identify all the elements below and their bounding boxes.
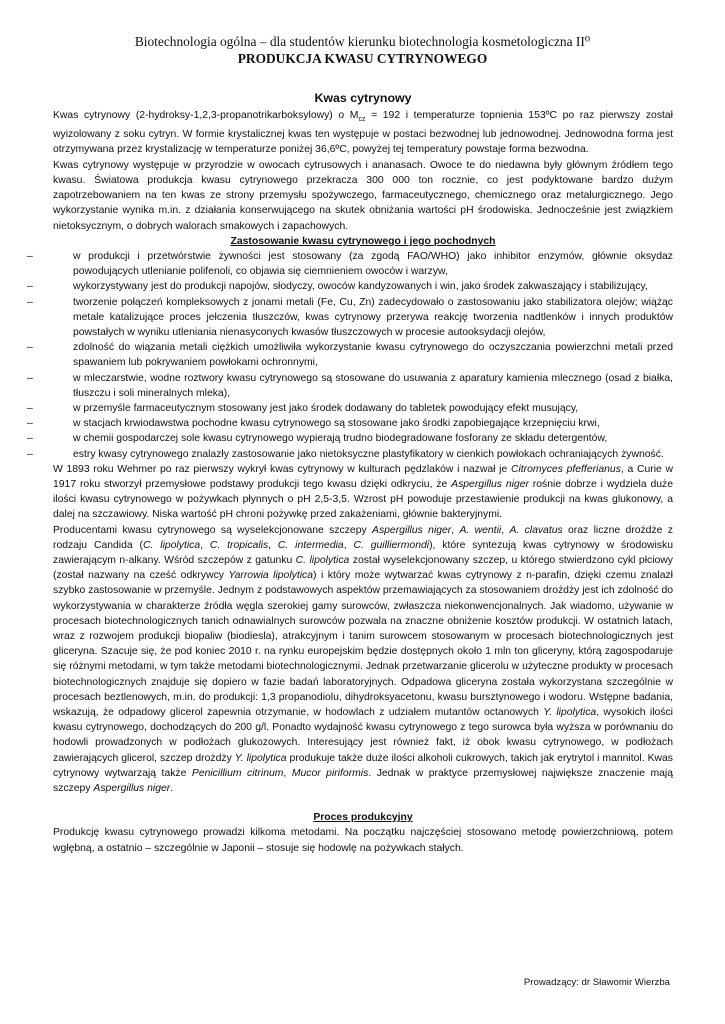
- document-header-topic: PRODUKCJA KWASU CYTRYNOWEGO: [237, 51, 488, 66]
- intro-paragraph-2: Kwas cytrynowy występuje w przyrodzie w owocach cytrusowych i ananasach. Owoce te do niedawna były głównym źródłem tego kwasu. Światowa produkcja kwasu cytrynowego przekracza 300 000 ton rocznie, co jest podyktowane bardzo dużym zapotrzebowaniem na ten kwas ze strony przemysłu spożywczego, farmaceutycznego, chemicznego oraz metalurgicznego. Jego wykorzystanie wynika m.in. z działania konserwującego na skutek obniżania wartości pH środowiska. Jednocześnie jest związkiem nietoksycznym, o dobrych walorach smakowych i zapachowych.: [53, 159, 673, 232]
- bullet-dash: –: [27, 296, 33, 308]
- species-name: C. intermedia: [277, 539, 344, 551]
- intro-text-b: = 192 i temperaturze topnienia 153ºC po raz pierwszy został wyizolowany z soku cytryn. W formie krystalicznej kwas ten występuje w postaci bezwodnej lub jednowodnej. Jednowodna forma jest otrzymywana przez krystalizację w temperaturze poniżej 36,6ºC, powyżej tej temperatury powstaje forma bezwodna.: [53, 110, 673, 156]
- bullet-dash: –: [27, 448, 33, 460]
- text-run: .: [170, 783, 174, 795]
- bullet-dash: –: [27, 418, 33, 430]
- text-run: , a Curie w 1917 roku stworzył przemysłowe podstawy produkcji tego kwasu dzięki odkryciu, że: [53, 463, 673, 490]
- list-item-text: estry kwasy cytrynowego znalazły zastosowanie jako nietoksyczne plastyfikatory w cienkich powłokach ochraniających żywność.: [73, 448, 664, 460]
- species-name: Y. lipolytica: [234, 752, 287, 764]
- bullet-dash: –: [27, 433, 33, 445]
- bullet-dash: –: [27, 372, 33, 384]
- list-item-text: zdolność do wiązania metali ciężkich umożliwiła wykorzystanie kwasu cytrynowego do oczyszczania powierzchni metali przed spawaniem lub pokrywaniem powłokami ochronnymi,: [73, 342, 673, 369]
- list-item-text: w chemii gospodarczej sole kwasu cytrynowego wypierają trudno biodegradowane fosforany ze składu detergentów,: [73, 433, 608, 445]
- molar-mass-subscript: cz: [358, 116, 366, 124]
- history-paragraph: [53, 462, 673, 523]
- species-name: Penicillium citrinum: [191, 767, 284, 779]
- intro-paragraph-1: [53, 108, 673, 158]
- species-name: Citromyces pfefferianus: [510, 463, 621, 475]
- list-item: [27, 401, 673, 416]
- list-item-text: w stacjach krwiodawstwa pochodne kwasu cytrynowego są stosowane jako środki zapobiegające krzepnięciu krwi,: [73, 418, 600, 430]
- list-item: [27, 371, 673, 401]
- text-run: ,: [283, 767, 292, 779]
- section-title: Kwas cytrynowy: [314, 91, 412, 105]
- process-paragraph: Produkcję kwasu cytrynowego prowadzi kilkoma metodami. Na początku najczęściej stosowano metodę powierzchniową, potem wgłębną, a ostatnio – szczególnie w Japonii – stosuje się hodowlę na pożywkach stałych.: [53, 827, 673, 854]
- list-item-text: w przemyśle farmaceutycznym stosowany jest jako środek dodawany do tabletek powodujący efekt musujący,: [73, 402, 579, 414]
- species-name: Y. lipolytica: [543, 707, 597, 718]
- list-item: [27, 279, 673, 294]
- list-item: [27, 340, 673, 370]
- species-name: C. guilliermondi: [353, 539, 430, 551]
- list-item-text: wykorzystywany jest do produkcji napojów, słodyczy, owoców kandyzowanych i win, jako środek zakwaszający i stabilizujący,: [73, 281, 648, 293]
- document-footer-lecturer: Prowadzący: dr Sławomir Wierzba: [523, 977, 670, 988]
- species-name: Aspergillus niger: [372, 524, 452, 536]
- text-run: W 1893 roku Wehmer po raz pierwszy wykrył kwas cytrynowy w kulturach pędzlaków i nazwał je: [53, 463, 511, 475]
- text-run: ,: [268, 539, 278, 551]
- list-item: [27, 295, 673, 341]
- text-run: ,: [343, 539, 354, 551]
- species-name: Yarrowia lipolytica: [228, 570, 314, 582]
- bullet-dash: –: [27, 281, 33, 293]
- text-run: oraz liczne drożdże z rodzaju Candida (: [53, 524, 673, 551]
- list-item: [27, 447, 673, 462]
- text-run: został wyselekcjonowany szczep, u którego stwierdzono cykl płciowy (został nazwany na cześć odkrywcy: [53, 554, 673, 582]
- text-run: ) i który może wytwarzać kwas cytrynowy z n-parafin, dzięki czemu znalazł szybko zastosowanie w przemyśle. Jednym z podstawowych aspektów przemawiających za stosowaniem drożdży jest ich zdolność do wykorzystywania w charakterze źródła węgla szerokiej gamy surowców, zwłaszcza niekonwencjonalnych. Jak wiadomo, używanie w procesach biotechnologicznych tanich odnawialnych surowców pozwala na znaczne obniżenie kosztów produkcji. W ostatnich latach, wraz z rozwojem produkcji biopaliw (biodiesla), atrakcyjnym i tanim surowcem stosowanym w procesach biotechnologicznych jest gliceryna. Szacuje się, że pod koniec 2010 r. na rynku europejskim będzie dostępnych około 1 mln ton gliceryny, którą zagospodaruje się różnymi metodami, w tym także metodami biotechnologicznymi. Jednak przetwarzanie glicerolu w użyteczne produkty w procesach biotechnologicznych znajduje się dopiero w fazie badań laboratoryjnych. Odpadowa gliceryna została wykorzystana szczególnie w procesach beztlenowych, m.in. do produkcji: 1,3 propanodiolu, dihydroksyacetonu, kwasu bursztynowego i wodoru. Wstępne badania, wskazują, że odpadowy glicerol zapewnia otrzymanie, w hodowlach z udziałem mutantów octanowych: [53, 570, 673, 718]
- list-item: [27, 249, 673, 279]
- species-name: A. clavatus: [509, 524, 563, 536]
- text-run: . Jednak w praktyce przemysłowej największe znaczenie mają szczepy: [53, 767, 674, 795]
- species-name: Aspergillus niger: [451, 478, 529, 490]
- text-run: rośnie dobrze i wydziela duże ilości kwasu cytrynowego w pożywkach płynnych o pH 2,5-3,5. Wzrost pH powoduje przestawienie produkcji na kwas glukonowy, a dalej na szczawiowy. Niska wartość pH chroni pożywkę przed zakażeniami, głównie bakteryjnymi.: [53, 478, 673, 521]
- bullet-dash: –: [27, 250, 33, 262]
- list-item-text: w mleczarstwie, wodne roztwory kwasu cytrynowego są stosowane do usuwania z aparatury kamienia mlecznego (osad z białka, tłuszczu i soli mineralnych mleka),: [73, 372, 673, 399]
- applications-heading: Zastosowanie kwasu cytrynowego i jego pochodnych: [230, 235, 496, 247]
- text-run: Producentami kwasu cytrynowego są wyselekcjonowane szczepy: [53, 524, 373, 536]
- list-item: [27, 431, 673, 446]
- species-name: C. tropicalis: [209, 539, 269, 551]
- species-name: C. lipolytica: [295, 554, 350, 566]
- species-name: A. wentii: [459, 524, 502, 536]
- species-name: Aspergillus niger: [93, 783, 171, 795]
- producers-paragraph: [53, 523, 673, 797]
- text-run: produkuje także duże ilości alkoholi cukrowych, takich jak erytrytol i mannitol. Kwas cytrynowy wytwarzają także: [53, 752, 673, 779]
- intro-text-a: Kwas cytrynowy (2-hydroksy-1,2,3-propanotrikarboksylowy) o M: [53, 110, 359, 121]
- applications-list: [27, 249, 673, 462]
- species-name: C. lipolytica: [143, 539, 201, 551]
- list-item-text: w produkcji i przetwórstwie żywności jest stosowany (za zgodą FAO/WHO) jako inhibitor enzymów, głównie oksydaz powodujących utlenianie polifenoli, co objawia się ciemnieniem owoców i warzyw,: [73, 250, 673, 278]
- document-header-course: Biotechnologia ogólna – dla studentów kierunku biotechnologia kosmetologiczna II⁰: [134, 34, 591, 49]
- list-item-text: tworzenie połączeń kompleksowych z jonami metali (Fe, Cu, Zn) zadecydowało o zastosowaniu jako stabilizatora olejów; wiążąc metale katalizujące proces jełczenia tłuszczów, kwas cytrynowy przerywa reakcję tworzenia nadtlenków i innych produktów powstałych w wyniku utleniania nienasyconych kwasów tłuszczowych w procesie autooksydacji olejów,: [73, 296, 673, 338]
- document-body: [27, 90, 674, 856]
- text-run: ,: [451, 524, 460, 536]
- text-run: ,: [501, 524, 510, 536]
- bullet-dash: –: [27, 342, 33, 354]
- paragraph-spacer: [53, 796, 673, 810]
- text-run: ), które syntezują kwas cytrynowy w środowisku zawierającym n-alkany. Wśród szczepów z gatunku: [53, 539, 673, 566]
- list-item: [27, 416, 673, 431]
- bullet-dash: –: [27, 402, 33, 414]
- text-run: , wysokich ilości kwasu cytrynowego, dochodzących do 200 g/l. Ponadto wydajność kwasu cytrynowego z tego surowca była wyższa w porównaniu do hodowli prowadzonych w podłożach glukozowych. Interesujący jest również fakt, iż obok kwasu cytrynowego, w podłożach zawierających glicerol, szczep drożdży: [53, 707, 673, 764]
- text-run: ,: [200, 539, 210, 551]
- process-heading: Proces produkcyjny: [313, 812, 413, 824]
- species-name: Mucor piriformis: [291, 767, 369, 779]
